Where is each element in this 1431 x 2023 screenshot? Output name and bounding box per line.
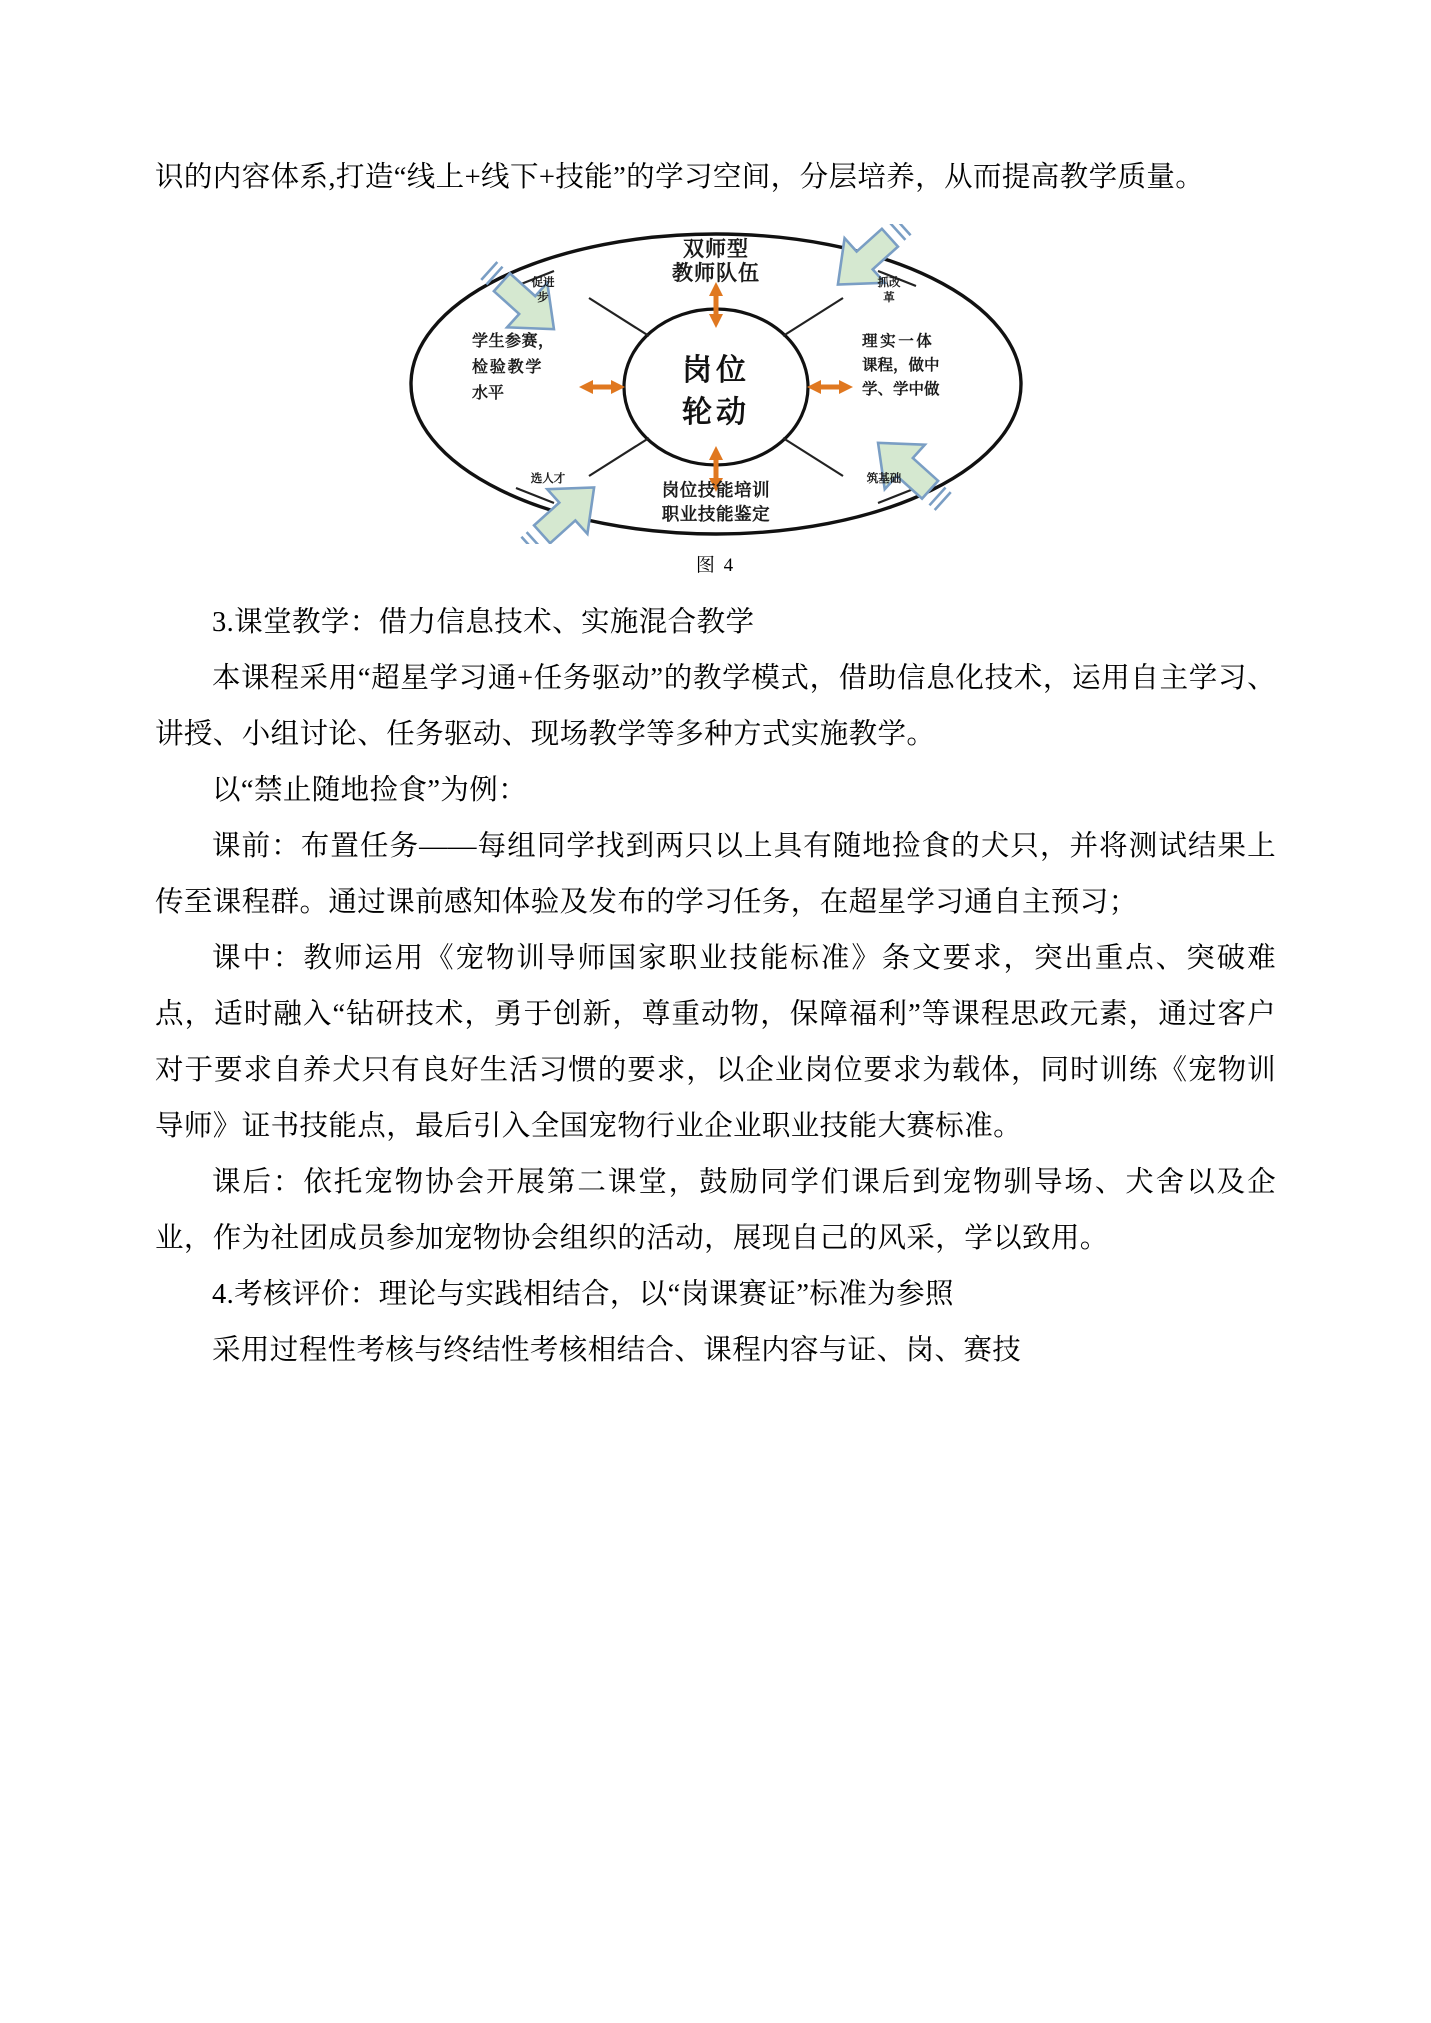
paragraph-during-class: 课中：教师运用《宠物训导师国家职业技能标准》条文要求，突出重点、突破难点，适时融入“钻研技术，勇于创新，尊重动物，保障福利”等课程思政元素，通过客户对于要求自养犬只有良好生活习惯的要求，以企业岗位要求为载体，同时训练《宠物训导师》证书技能点，最后引入全国宠物行业企业职业技能大赛标准。 [155,943,1276,1142]
arrow-label-top-left-line2: 步 [536,292,549,304]
paragraph-teaching-mode: 本课程采用“超星学习通+任务驱动”的教学模式，借助信息化技术，运用自主学习、讲授、小组讨论、任务驱动、现场教学等多种方式实施教学。 [155,663,1276,750]
quadrant-label-bottom-line1: 岗位技能培训 [661,480,770,500]
paragraph-assessment: 采用过程性考核与终结性考核相结合、课程内容与证、岗、赛技 [212,1335,1022,1366]
paragraph-before-class: 课前：布置任务——每组同学找到两只以上具有随地捡食的犬只，并将测试结果上传至课程群。通过课前感知体验及发布的学习任务，在超星学习通自主预习； [155,831,1276,918]
paragraph-heading-4: 4.考核评价：理论与实践相结合，以“岗课赛证”标准为参照 [212,1279,954,1310]
quadrant-label-right-line3: 学、学中做 [861,381,940,398]
paragraph-example-intro: 以“禁止随地捡食”为例： [212,775,528,806]
quadrant-label-left-line1: 学生参赛， [471,333,555,350]
arrow-label-top-right-line2: 革 [882,292,895,304]
arrow-label-bottom-left: 选人才 [530,473,565,485]
paragraph-continuation: 识的内容体系,打造“线上+线下+技能”的学习空间，分层培养，从而提高教学质量。 [155,162,1205,193]
arrow-label-top-left-line1: 促进 [531,277,554,289]
quadrant-label-left-line3: 水平 [471,385,504,402]
quadrant-label-left-line2: 检验教学 [471,359,543,376]
figure-4-block [155,224,1276,577]
paragraph-after-class: 课后：依托宠物协会开展第二课堂，鼓励同学们课后到宠物驯导场、犬舍以及企业，作为社团成员参加宠物协会组织的活动，展现自己的风采，学以致用。 [155,1167,1276,1254]
quadrant-label-bottom-line2: 职业技能鉴定 [661,504,770,524]
figure-4-diagram [396,224,1036,544]
arrow-label-top-right-line1: 抓改 [877,277,900,289]
center-label-line1: 岗位 [681,354,750,387]
quadrant-label-right-line1: 理实一体 [861,333,934,350]
quadrant-label-top-line1: 双师型 [682,238,749,261]
arrow-label-bottom-right: 筑基础 [866,473,901,485]
center-label-line2: 轮动 [681,396,750,429]
figure-caption: 图 4 [695,555,736,576]
inner-ellipse [624,309,808,465]
quadrant-label-top-line2: 教师队伍 [671,262,760,285]
paragraph-heading-3: 3.课堂教学：借力信息技术、实施混合教学 [212,607,755,638]
quadrant-label-right-line2: 课程，做中 [861,357,940,374]
